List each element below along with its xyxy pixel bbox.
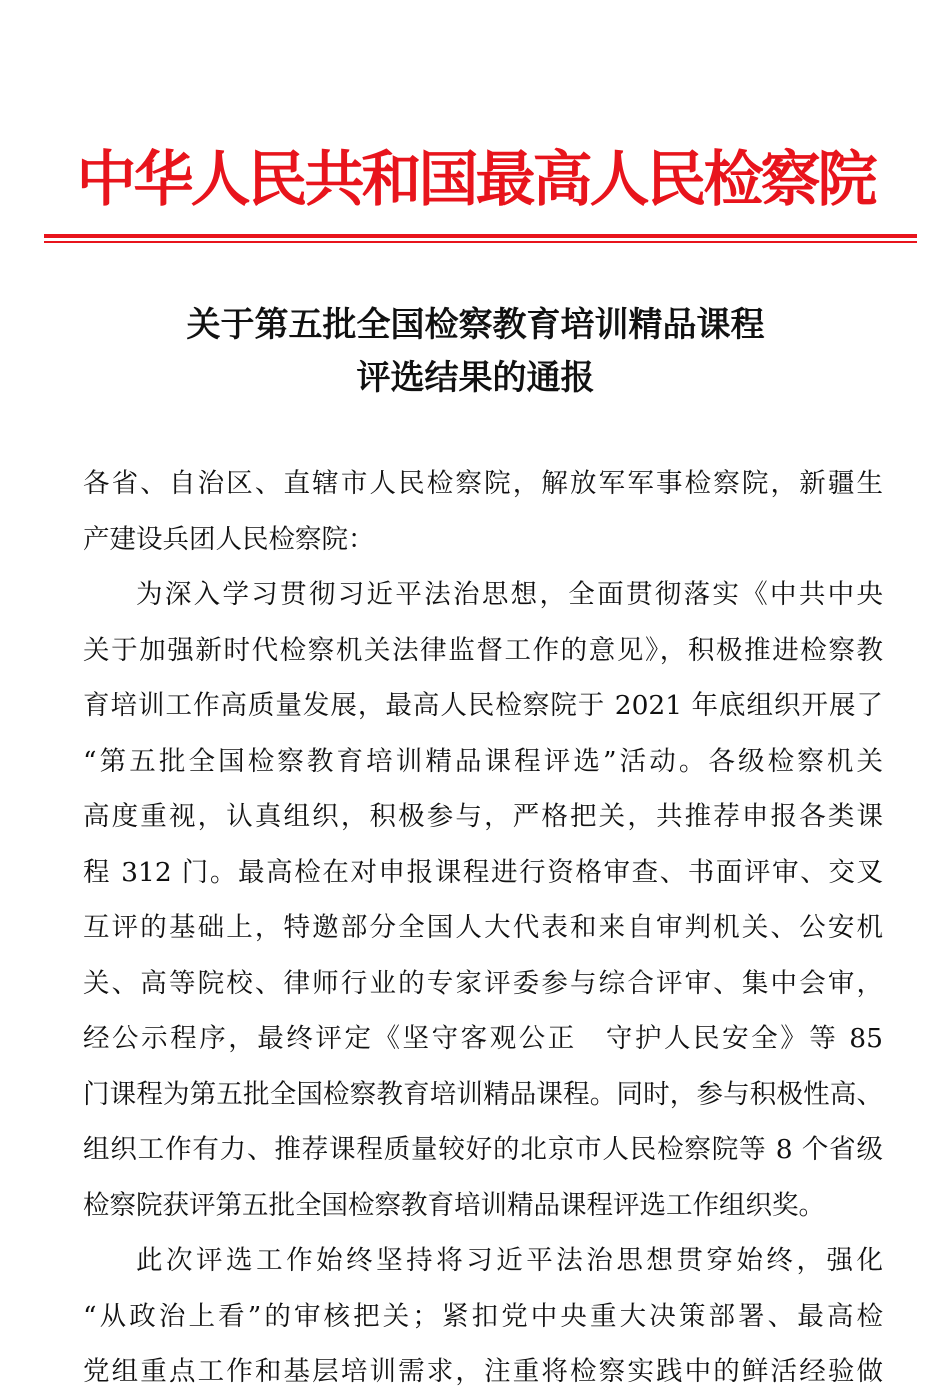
letterhead: 中华人民共和国最高人民检察院 bbox=[76, 145, 875, 215]
paragraph-2-line: “从政治上看”的审核把关；紧扣党中央重大决策部署、最高检 bbox=[83, 1300, 883, 1332]
letterhead-rule-thick bbox=[44, 234, 917, 238]
paragraph-1-line: 育培训工作高质量发展，最高人民检察院于 2021 年底组织开展了 bbox=[83, 690, 883, 721]
paragraph-2-line: 党组重点工作和基层培训需求，注重将检察实践中的鲜活经验做 bbox=[83, 1356, 883, 1387]
letterhead-rule-thin bbox=[44, 241, 917, 243]
salutation-line: 各省、自治区、直辖市人民检察院，解放军军事检察院，新疆生 bbox=[83, 468, 883, 499]
salutation-line: 产建设兵团人民检察院： bbox=[83, 523, 375, 555]
paragraph-2-line: 此次评选工作始终坚持将习近平法治思想贯穿始终，强化 bbox=[136, 1245, 883, 1276]
paragraph-1-line: 经公示程序，最终评定《坚守客观公正 守护人民安全》等 85 bbox=[83, 1023, 883, 1054]
document-title-line-1: 关于第五批全国检察教育培训精品课程 bbox=[186, 305, 765, 345]
paragraph-1-line: 门课程为第五批全国检察教育培训精品课程。同时，参与积极性高、 bbox=[83, 1078, 883, 1110]
paragraph-1-line: 为深入学习贯彻习近平法治思想，全面贯彻落实《中共中央 bbox=[136, 579, 883, 610]
paragraph-1-line: “第五批全国检察教育培训精品课程评选”活动。各级检察机关 bbox=[83, 745, 883, 777]
paragraph-1-line: 关、高等院校、律师行业的专家评委参与综合评审、集中会审， bbox=[83, 967, 883, 999]
document-title bbox=[0, 299, 951, 405]
paragraph-1-line: 互评的基础上，特邀部分全国人大代表和来自审判机关、公安机 bbox=[83, 912, 883, 943]
paragraph-1-line: 检察院获评第五批全国检察教育培训精品课程评选工作组织奖。 bbox=[83, 1189, 825, 1221]
paragraph-1-line: 高度重视，认真组织，积极参与，严格把关，共推荐申报各类课 bbox=[83, 801, 883, 832]
paragraph-1-line: 组织工作有力、推荐课程质量较好的北京市人民检察院等 8 个省级 bbox=[83, 1134, 883, 1165]
document-title-line-2: 评选结果的通报 bbox=[356, 358, 595, 398]
paragraph-1-line: 程 312 门。最高检在对申报课程进行资格审查、书面评审、交叉 bbox=[83, 856, 883, 888]
paragraph-1-line: 关于加强新时代检察机关法律监督工作的意见》，积极推进检察教 bbox=[83, 634, 883, 666]
document-body bbox=[83, 456, 883, 1400]
